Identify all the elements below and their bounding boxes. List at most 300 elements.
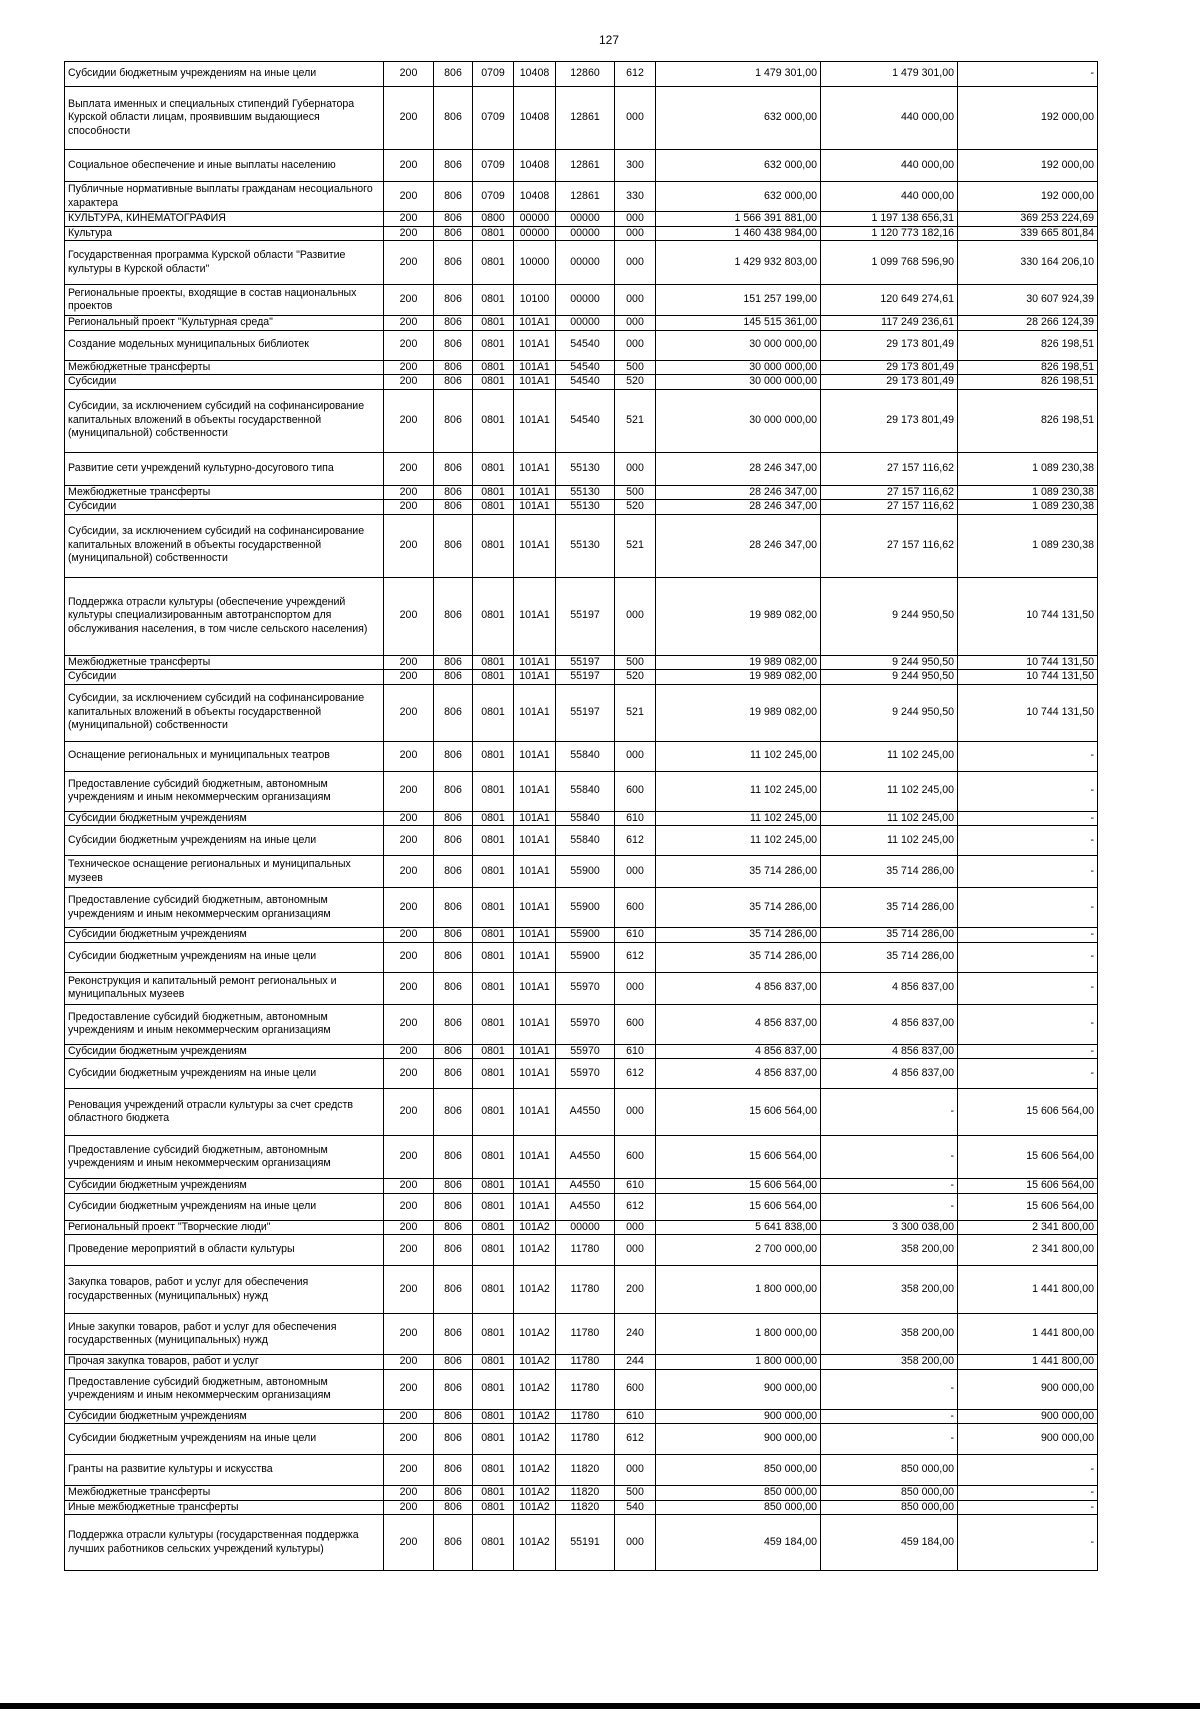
row-section-code: 0801: [473, 1193, 514, 1220]
row-amount-executed: 29 173 801,49: [821, 389, 958, 452]
row-name: Субсидии бюджетным учреждениям: [65, 1409, 384, 1424]
row-expense-type-code: 500: [615, 1486, 656, 1501]
table-row: [65, 150, 1098, 182]
table-row: [65, 811, 1098, 826]
table-row: [65, 87, 1098, 150]
row-name: Реновация учреждений отрасли культуры за счет средств областного бюджета: [65, 1089, 384, 1136]
row-program-code: 101A1: [514, 888, 556, 928]
row-amount-remaining: 1 089 230,38: [958, 452, 1098, 485]
row-section-code: 0801: [473, 1500, 514, 1515]
table-row: [65, 182, 1098, 212]
row-direction-code: 00000: [556, 241, 615, 285]
row-direction-code: 11820: [556, 1500, 615, 1515]
row-direction-code: 55900: [556, 856, 615, 888]
row-department-code: 806: [434, 942, 473, 972]
table-row: [65, 684, 1098, 741]
row-program-code: 101A1: [514, 856, 556, 888]
row-amount-remaining: -: [958, 942, 1098, 972]
row-section-code: 0801: [473, 1455, 514, 1486]
row-expense-type-code: 612: [615, 942, 656, 972]
row-department-code: 806: [434, 655, 473, 670]
row-amount-planned: 30 000 000,00: [656, 360, 821, 375]
row-amount-planned: 4 856 837,00: [656, 1044, 821, 1059]
row-amount-executed: 4 856 837,00: [821, 1044, 958, 1059]
row-department-code: 806: [434, 1059, 473, 1089]
row-department-code: 806: [434, 375, 473, 390]
row-name: Предоставление субсидий бюджетным, автономным учреждениям и иным некоммерческим организациям: [65, 771, 384, 811]
row-amount-remaining: -: [958, 928, 1098, 943]
row-section-code: 0801: [473, 1424, 514, 1455]
row-amount-executed: 11 102 245,00: [821, 771, 958, 811]
row-amount-planned: 4 856 837,00: [656, 1004, 821, 1044]
row-department-code: 806: [434, 182, 473, 212]
row-admin-code: 200: [384, 972, 434, 1004]
row-amount-executed: 850 000,00: [821, 1486, 958, 1501]
row-expense-type-code: 610: [615, 928, 656, 943]
row-department-code: 806: [434, 1455, 473, 1486]
row-name: Иные закупки товаров, работ и услуг для обеспечения государственных (муниципальных) нужд: [65, 1314, 384, 1355]
row-amount-planned: 28 246 347,00: [656, 452, 821, 485]
row-name: Субсидии бюджетным учреждениям на иные цели: [65, 62, 384, 87]
row-section-code: 0709: [473, 150, 514, 182]
row-department-code: 806: [434, 577, 473, 655]
row-amount-planned: 1 800 000,00: [656, 1355, 821, 1370]
row-amount-executed: -: [821, 1369, 958, 1409]
row-admin-code: 200: [384, 452, 434, 485]
row-program-code: 101A1: [514, 577, 556, 655]
row-amount-planned: 145 515 361,00: [656, 316, 821, 331]
row-section-code: 0801: [473, 1355, 514, 1370]
row-expense-type-code: 612: [615, 62, 656, 87]
table-row: [65, 485, 1098, 500]
row-amount-planned: 15 606 564,00: [656, 1179, 821, 1194]
row-amount-remaining: 15 606 564,00: [958, 1193, 1098, 1220]
row-section-code: 0801: [473, 928, 514, 943]
row-expense-type-code: 612: [615, 1424, 656, 1455]
row-department-code: 806: [434, 1136, 473, 1179]
row-amount-remaining: 192 000,00: [958, 87, 1098, 150]
row-program-code: 00000: [514, 212, 556, 227]
row-program-code: 101A1: [514, 811, 556, 826]
row-admin-code: 200: [384, 1515, 434, 1571]
table-row: [65, 655, 1098, 670]
row-program-code: 101A2: [514, 1455, 556, 1486]
row-admin-code: 200: [384, 655, 434, 670]
row-amount-remaining: 2 341 800,00: [958, 1235, 1098, 1266]
row-program-code: 101A1: [514, 928, 556, 943]
row-direction-code: А4550: [556, 1136, 615, 1179]
row-direction-code: 00000: [556, 316, 615, 331]
row-direction-code: 11780: [556, 1409, 615, 1424]
row-direction-code: 12861: [556, 150, 615, 182]
row-direction-code: 55840: [556, 741, 615, 771]
row-amount-planned: 30 000 000,00: [656, 375, 821, 390]
row-amount-planned: 11 102 245,00: [656, 771, 821, 811]
row-direction-code: 55840: [556, 811, 615, 826]
row-program-code: 10408: [514, 150, 556, 182]
row-direction-code: 00000: [556, 226, 615, 241]
row-amount-executed: 27 157 116,62: [821, 452, 958, 485]
row-program-code: 101A1: [514, 330, 556, 360]
row-amount-executed: 1 099 768 596,90: [821, 241, 958, 285]
row-expense-type-code: 500: [615, 655, 656, 670]
row-expense-type-code: 000: [615, 226, 656, 241]
row-expense-type-code: 244: [615, 1355, 656, 1370]
row-expense-type-code: 000: [615, 1220, 656, 1235]
row-department-code: 806: [434, 811, 473, 826]
row-admin-code: 200: [384, 212, 434, 227]
row-amount-remaining: 30 607 924,39: [958, 285, 1098, 316]
row-amount-remaining: -: [958, 1500, 1098, 1515]
row-amount-remaining: 826 198,51: [958, 360, 1098, 375]
row-amount-remaining: -: [958, 1515, 1098, 1571]
row-name: Субсидии: [65, 375, 384, 390]
row-program-code: 101A1: [514, 972, 556, 1004]
row-admin-code: 200: [384, 741, 434, 771]
table-row: [65, 62, 1098, 87]
row-amount-planned: 15 606 564,00: [656, 1193, 821, 1220]
row-department-code: 806: [434, 928, 473, 943]
row-amount-remaining: -: [958, 1004, 1098, 1044]
page-number: 127: [598, 33, 620, 47]
row-program-code: 101A2: [514, 1266, 556, 1314]
row-amount-planned: 151 257 199,00: [656, 285, 821, 316]
row-name: Поддержка отрасли культуры (государственная поддержка лучших работников сельских учреждений культуры): [65, 1515, 384, 1571]
row-admin-code: 200: [384, 375, 434, 390]
row-name: Прочая закупка товаров, работ и услуг: [65, 1355, 384, 1370]
row-amount-executed: 120 649 274,61: [821, 285, 958, 316]
row-amount-executed: 358 200,00: [821, 1235, 958, 1266]
row-department-code: 806: [434, 1044, 473, 1059]
row-amount-executed: 1 120 773 182,16: [821, 226, 958, 241]
row-amount-planned: 1 800 000,00: [656, 1266, 821, 1314]
row-amount-planned: 900 000,00: [656, 1409, 821, 1424]
row-amount-planned: 11 102 245,00: [656, 811, 821, 826]
row-program-code: 101A2: [514, 1355, 556, 1370]
row-name: Региональный проект "Творческие люди": [65, 1220, 384, 1235]
row-admin-code: 200: [384, 1486, 434, 1501]
row-section-code: 0801: [473, 241, 514, 285]
row-program-code: 101A1: [514, 485, 556, 500]
table-row: [65, 1059, 1098, 1089]
row-name: Публичные нормативные выплаты гражданам несоциального характера: [65, 182, 384, 212]
row-direction-code: 55191: [556, 1515, 615, 1571]
row-department-code: 806: [434, 500, 473, 515]
row-section-code: 0801: [473, 452, 514, 485]
row-admin-code: 200: [384, 241, 434, 285]
table-row: [65, 1424, 1098, 1455]
row-program-code: 101A1: [514, 1136, 556, 1179]
table-row: [65, 316, 1098, 331]
row-name: Субсидии, за исключением субсидий на софинансирование капитальных вложений в объекты государственной (муниципальной) собственности: [65, 389, 384, 452]
row-expense-type-code: 000: [615, 330, 656, 360]
row-amount-executed: -: [821, 1179, 958, 1194]
table-row: [65, 452, 1098, 485]
row-program-code: 101A1: [514, 1004, 556, 1044]
row-amount-planned: 459 184,00: [656, 1515, 821, 1571]
table-row: [65, 1004, 1098, 1044]
row-program-code: 101A1: [514, 316, 556, 331]
row-program-code: 101A2: [514, 1314, 556, 1355]
row-section-code: 0709: [473, 182, 514, 212]
table-row: [65, 1455, 1098, 1486]
row-department-code: 806: [434, 285, 473, 316]
row-amount-remaining: 15 606 564,00: [958, 1179, 1098, 1194]
row-department-code: 806: [434, 485, 473, 500]
row-amount-executed: 9 244 950,50: [821, 670, 958, 685]
row-amount-planned: 35 714 286,00: [656, 856, 821, 888]
row-name: Субсидии бюджетным учреждениям: [65, 928, 384, 943]
row-department-code: 806: [434, 670, 473, 685]
row-admin-code: 200: [384, 1424, 434, 1455]
row-section-code: 0801: [473, 655, 514, 670]
row-department-code: 806: [434, 316, 473, 331]
row-amount-remaining: -: [958, 1455, 1098, 1486]
row-amount-planned: 1 429 932 803,00: [656, 241, 821, 285]
row-amount-planned: 632 000,00: [656, 87, 821, 150]
row-expense-type-code: 540: [615, 1500, 656, 1515]
row-amount-planned: 850 000,00: [656, 1455, 821, 1486]
row-amount-executed: 358 200,00: [821, 1355, 958, 1370]
row-admin-code: 200: [384, 1235, 434, 1266]
row-section-code: 0801: [473, 1044, 514, 1059]
row-amount-remaining: 2 341 800,00: [958, 1220, 1098, 1235]
row-amount-planned: 35 714 286,00: [656, 928, 821, 943]
row-expense-type-code: 521: [615, 514, 656, 577]
row-expense-type-code: 300: [615, 150, 656, 182]
row-direction-code: 11780: [556, 1424, 615, 1455]
row-expense-type-code: 612: [615, 1193, 656, 1220]
row-department-code: 806: [434, 62, 473, 87]
table-row: [65, 1089, 1098, 1136]
table-row: [65, 928, 1098, 943]
row-admin-code: 200: [384, 182, 434, 212]
row-amount-planned: 900 000,00: [656, 1369, 821, 1409]
table-row: [65, 241, 1098, 285]
row-amount-executed: -: [821, 1193, 958, 1220]
row-direction-code: 55900: [556, 942, 615, 972]
row-department-code: 806: [434, 452, 473, 485]
row-admin-code: 200: [384, 316, 434, 331]
row-program-code: 101A1: [514, 389, 556, 452]
row-direction-code: 55197: [556, 655, 615, 670]
row-program-code: 101A1: [514, 375, 556, 390]
row-expense-type-code: 000: [615, 285, 656, 316]
row-admin-code: 200: [384, 1355, 434, 1370]
row-direction-code: 55840: [556, 771, 615, 811]
row-amount-remaining: 339 665 801,84: [958, 226, 1098, 241]
row-amount-executed: 4 856 837,00: [821, 1004, 958, 1044]
row-expense-type-code: 000: [615, 316, 656, 331]
row-name: Оснащение региональных и муниципальных театров: [65, 741, 384, 771]
row-amount-executed: 358 200,00: [821, 1314, 958, 1355]
row-amount-executed: 440 000,00: [821, 182, 958, 212]
row-amount-remaining: 192 000,00: [958, 182, 1098, 212]
row-amount-remaining: 826 198,51: [958, 375, 1098, 390]
row-section-code: 0801: [473, 1004, 514, 1044]
table-row: [65, 1179, 1098, 1194]
row-amount-remaining: 900 000,00: [958, 1409, 1098, 1424]
row-department-code: 806: [434, 972, 473, 1004]
row-program-code: 101A2: [514, 1409, 556, 1424]
row-name: Межбюджетные трансферты: [65, 655, 384, 670]
row-direction-code: 11820: [556, 1486, 615, 1501]
row-department-code: 806: [434, 1179, 473, 1194]
row-department-code: 806: [434, 826, 473, 856]
row-amount-executed: 358 200,00: [821, 1266, 958, 1314]
row-expense-type-code: 000: [615, 1455, 656, 1486]
row-admin-code: 200: [384, 856, 434, 888]
row-admin-code: 200: [384, 87, 434, 150]
row-admin-code: 200: [384, 670, 434, 685]
row-department-code: 806: [434, 330, 473, 360]
row-department-code: 806: [434, 241, 473, 285]
row-program-code: 101A1: [514, 670, 556, 685]
row-program-code: 10408: [514, 62, 556, 87]
row-program-code: 101A1: [514, 826, 556, 856]
row-admin-code: 200: [384, 826, 434, 856]
row-section-code: 0801: [473, 500, 514, 515]
row-name: Региональный проект "Культурная среда": [65, 316, 384, 331]
row-name: Поддержка отрасли культуры (обеспечение учреждений культуры специализированным автотранспортом для обслуживания населения, в том числе сельского населения): [65, 577, 384, 655]
row-amount-remaining: -: [958, 856, 1098, 888]
row-amount-planned: 15 606 564,00: [656, 1089, 821, 1136]
row-section-code: 0801: [473, 1486, 514, 1501]
row-direction-code: 12860: [556, 62, 615, 87]
row-name: КУЛЬТУРА, КИНЕМАТОГРАФИЯ: [65, 212, 384, 227]
row-admin-code: 200: [384, 1089, 434, 1136]
table-row: [65, 1486, 1098, 1501]
row-amount-planned: 2 700 000,00: [656, 1235, 821, 1266]
row-amount-executed: 850 000,00: [821, 1455, 958, 1486]
row-amount-planned: 4 856 837,00: [656, 972, 821, 1004]
row-amount-executed: 27 157 116,62: [821, 485, 958, 500]
row-department-code: 806: [434, 684, 473, 741]
row-amount-remaining: 15 606 564,00: [958, 1089, 1098, 1136]
row-amount-executed: 35 714 286,00: [821, 942, 958, 972]
row-program-code: 101A1: [514, 1179, 556, 1194]
row-program-code: 101A1: [514, 655, 556, 670]
row-amount-executed: 29 173 801,49: [821, 360, 958, 375]
row-amount-executed: 1 479 301,00: [821, 62, 958, 87]
row-direction-code: 55197: [556, 577, 615, 655]
row-amount-remaining: -: [958, 826, 1098, 856]
row-section-code: 0801: [473, 514, 514, 577]
row-expense-type-code: 521: [615, 389, 656, 452]
row-section-code: 0801: [473, 1314, 514, 1355]
row-program-code: 101A2: [514, 1369, 556, 1409]
row-name: Субсидии: [65, 670, 384, 685]
row-amount-executed: 9 244 950,50: [821, 655, 958, 670]
row-program-code: 10408: [514, 182, 556, 212]
row-admin-code: 200: [384, 62, 434, 87]
table-row: [65, 1409, 1098, 1424]
row-expense-type-code: 000: [615, 87, 656, 150]
table-row: [65, 942, 1098, 972]
row-amount-planned: 28 246 347,00: [656, 485, 821, 500]
row-amount-remaining: -: [958, 62, 1098, 87]
row-section-code: 0801: [473, 1369, 514, 1409]
row-admin-code: 200: [384, 1409, 434, 1424]
row-amount-remaining: 369 253 224,69: [958, 212, 1098, 227]
row-program-code: 00000: [514, 226, 556, 241]
row-direction-code: 55130: [556, 514, 615, 577]
row-name: Субсидии бюджетным учреждениям: [65, 1044, 384, 1059]
row-expense-type-code: 600: [615, 1369, 656, 1409]
row-amount-remaining: 192 000,00: [958, 150, 1098, 182]
row-department-code: 806: [434, 741, 473, 771]
row-expense-type-code: 610: [615, 1409, 656, 1424]
row-amount-remaining: 1 089 230,38: [958, 485, 1098, 500]
table-row: [65, 1044, 1098, 1059]
row-expense-type-code: 610: [615, 1179, 656, 1194]
row-section-code: 0801: [473, 972, 514, 1004]
row-amount-planned: 19 989 082,00: [656, 684, 821, 741]
row-amount-remaining: 15 606 564,00: [958, 1136, 1098, 1179]
row-amount-planned: 632 000,00: [656, 150, 821, 182]
row-amount-remaining: -: [958, 811, 1098, 826]
row-amount-remaining: 826 198,51: [958, 389, 1098, 452]
row-program-code: 101A1: [514, 500, 556, 515]
row-name: Предоставление субсидий бюджетным, автономным учреждениям и иным некоммерческим организациям: [65, 1369, 384, 1409]
table-row: [65, 1266, 1098, 1314]
row-admin-code: 200: [384, 1136, 434, 1179]
row-department-code: 806: [434, 1266, 473, 1314]
row-amount-remaining: -: [958, 888, 1098, 928]
table-row: [65, 1355, 1098, 1370]
row-admin-code: 200: [384, 1220, 434, 1235]
row-direction-code: 55197: [556, 670, 615, 685]
row-expense-type-code: 000: [615, 212, 656, 227]
row-department-code: 806: [434, 1369, 473, 1409]
row-amount-executed: 4 856 837,00: [821, 1059, 958, 1089]
row-department-code: 806: [434, 226, 473, 241]
row-direction-code: 54540: [556, 389, 615, 452]
row-department-code: 806: [434, 212, 473, 227]
table-row: [65, 212, 1098, 227]
row-amount-planned: 35 714 286,00: [656, 942, 821, 972]
row-amount-planned: 850 000,00: [656, 1486, 821, 1501]
row-name: Техническое оснащение региональных и муниципальных музеев: [65, 856, 384, 888]
row-amount-planned: 4 856 837,00: [656, 1059, 821, 1089]
row-program-code: 10408: [514, 87, 556, 150]
row-amount-remaining: -: [958, 741, 1098, 771]
row-direction-code: 54540: [556, 360, 615, 375]
table-row: [65, 972, 1098, 1004]
table-row: [65, 1235, 1098, 1266]
row-name: Субсидии бюджетным учреждениям на иные цели: [65, 1424, 384, 1455]
row-direction-code: 11780: [556, 1235, 615, 1266]
row-name: Реконструкция и капитальный ремонт региональных и муниципальных музеев: [65, 972, 384, 1004]
row-admin-code: 200: [384, 330, 434, 360]
row-direction-code: 55130: [556, 500, 615, 515]
table-row: [65, 856, 1098, 888]
row-direction-code: 00000: [556, 1220, 615, 1235]
row-amount-executed: 9 244 950,50: [821, 684, 958, 741]
row-admin-code: 200: [384, 1369, 434, 1409]
row-name: Субсидии, за исключением субсидий на софинансирование капитальных вложений в объекты государственной (муниципальной) собственности: [65, 514, 384, 577]
row-section-code: 0801: [473, 771, 514, 811]
row-program-code: 101A1: [514, 1193, 556, 1220]
row-expense-type-code: 612: [615, 826, 656, 856]
row-direction-code: 55130: [556, 485, 615, 500]
row-admin-code: 200: [384, 226, 434, 241]
row-amount-remaining: 10 744 131,50: [958, 684, 1098, 741]
row-amount-executed: 11 102 245,00: [821, 811, 958, 826]
row-section-code: 0801: [473, 375, 514, 390]
row-amount-planned: 900 000,00: [656, 1424, 821, 1455]
row-department-code: 806: [434, 1004, 473, 1044]
